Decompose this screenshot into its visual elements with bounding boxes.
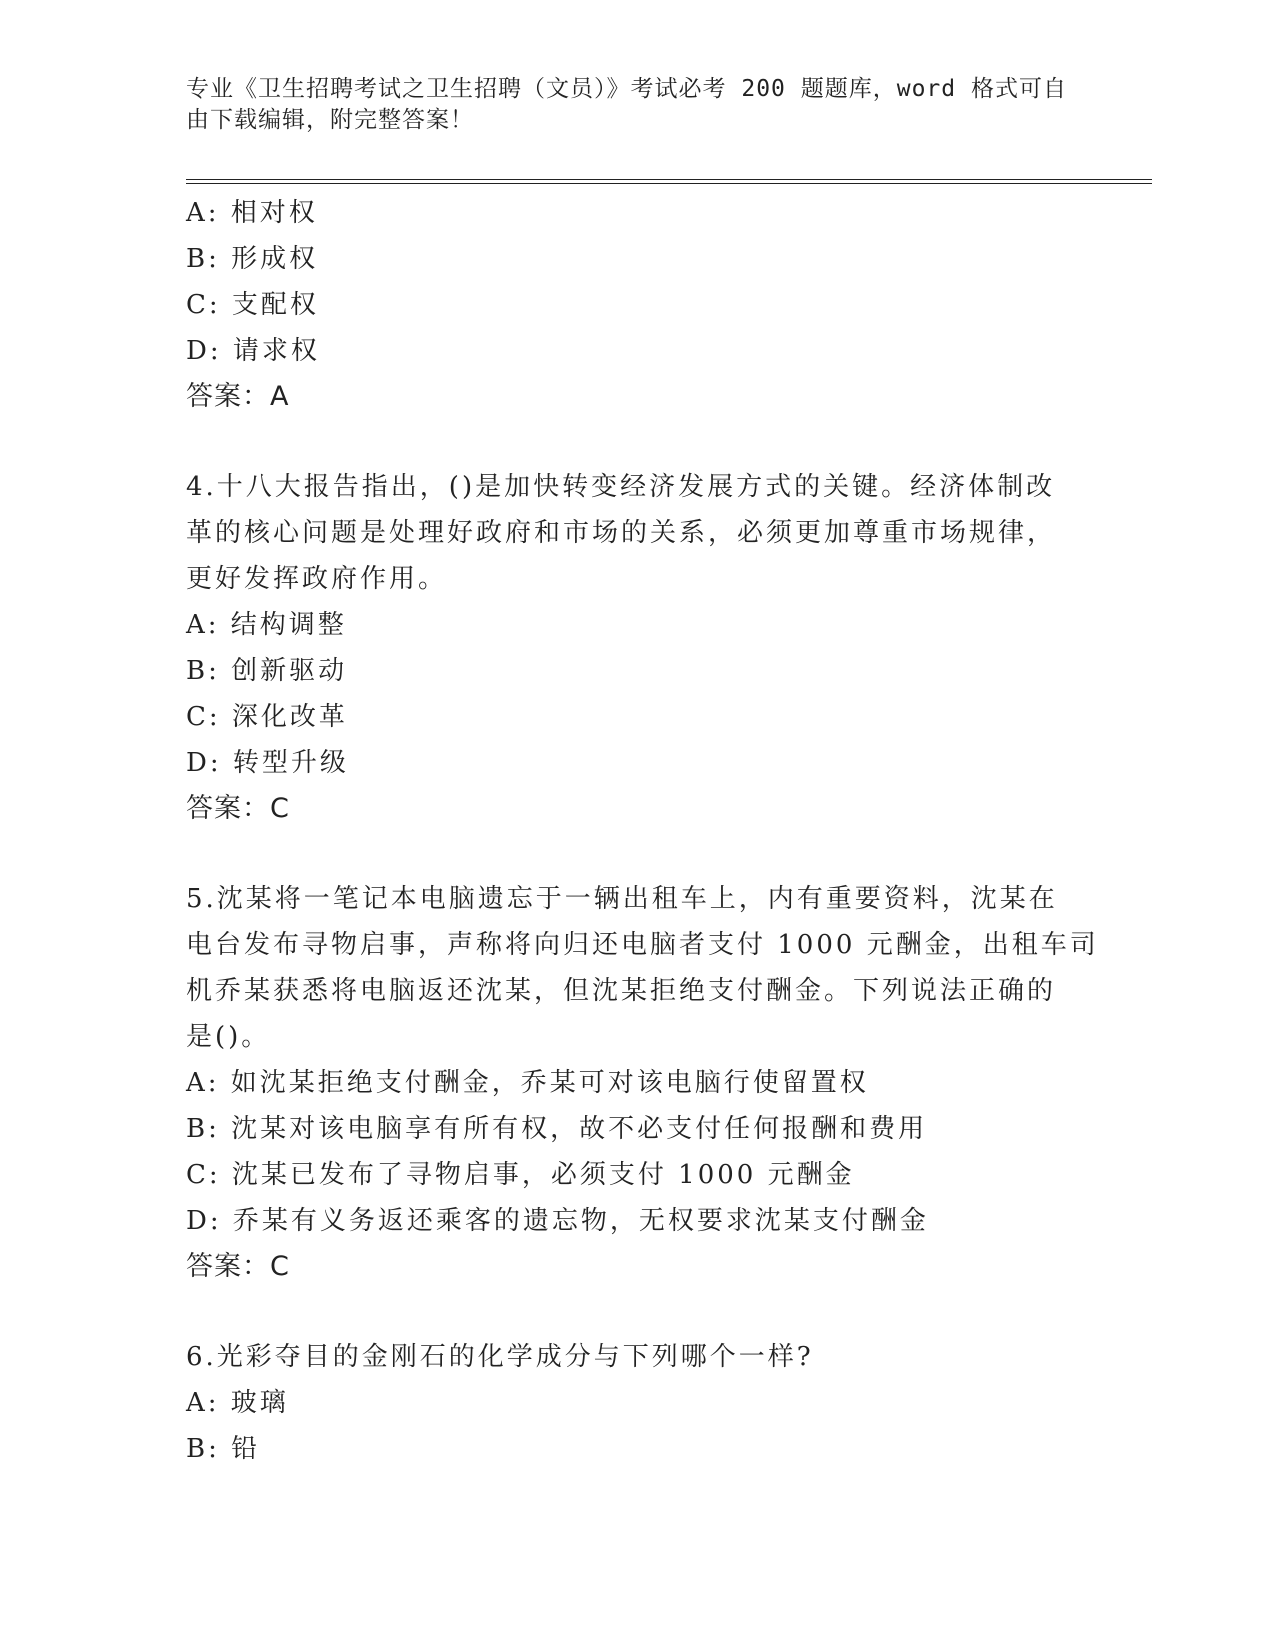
option-a: A: 相对权 [186,198,318,228]
option-d: D: 请求权 [186,336,320,366]
question-text-line: 是()。 [186,1022,271,1052]
question-4 [186,464,1086,832]
option-a: A: 玻璃 [186,1388,289,1418]
question-text-line: 6.光彩夺目的金刚石的化学成分与下列哪个一样? [186,1342,814,1372]
question-3 [186,190,1086,420]
option-c: C: 支配权 [186,290,319,320]
header-line-1: 专业《卫生招聘考试之卫生招聘（文员）》考试必考 200 题题库，word 格式可自 [186,76,1067,102]
option-c: C: 深化改革 [186,702,348,732]
header-divider [186,179,1152,184]
answer-line: 答案：C [186,1251,290,1282]
answer-line: 答案：A [186,381,290,412]
option-b: B: 创新驱动 [186,656,348,686]
question-text-line: 4.十八大报告指出，()是加快转变经济发展方式的关键。经济体制改 [186,472,1056,502]
document-header [186,74,1076,136]
question-5 [186,876,1099,1290]
option-b: B: 形成权 [186,244,319,274]
option-a: A: 结构调整 [186,610,347,640]
option-d: D: 转型升级 [186,748,349,778]
option-b: B: 铅 [186,1434,261,1464]
spacer [186,420,1086,464]
question-text-line: 机乔某获悉将电脑返还沈某，但沈某拒绝支付酬金。下列说法正确的 [186,976,1057,1006]
option-d: D: 乔某有义务返还乘客的遗忘物，无权要求沈某支付酬金 [186,1206,929,1236]
header-line-2: 由下载编辑，附完整答案！ [186,107,474,133]
question-list [186,190,1099,1472]
answer-line: 答案：C [186,793,290,824]
question-text-line: 电台发布寻物启事，声称将向归还电脑者支付 1000 元酬金，出租车司 [186,930,1099,960]
option-a: A: 如沈某拒绝支付酬金，乔某可对该电脑行使留置权 [186,1068,869,1098]
spacer [186,832,1086,876]
question-text-line: 革的核心问题是处理好政府和市场的关系，必须更加尊重市场规律， [186,518,1057,548]
question-text-line: 5.沈某将一笔记本电脑遗忘于一辆出租车上，内有重要资料，沈某在 [186,884,1058,914]
spacer [186,1290,1086,1334]
question-text-line: 更好发挥政府作用。 [186,564,448,594]
question-6 [186,1334,1086,1472]
option-c: C: 沈某已发布了寻物启事，必须支付 1000 元酬金 [186,1160,855,1190]
option-b: B: 沈某对该电脑享有所有权，故不必支付任何报酬和费用 [186,1114,928,1144]
